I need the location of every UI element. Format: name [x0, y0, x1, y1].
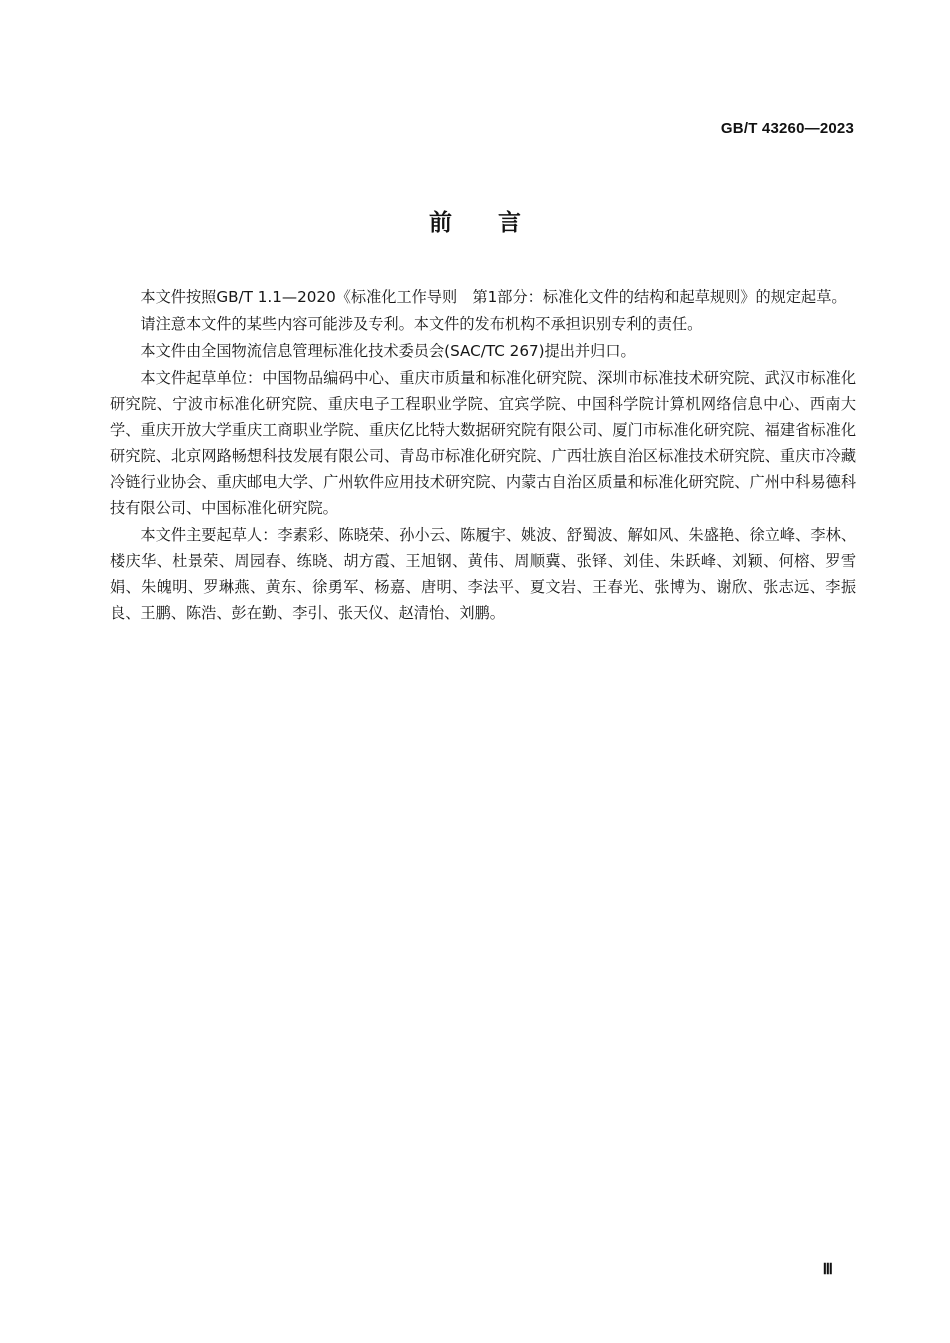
foreword-body [110, 284, 856, 627]
paragraph-drafting-rules: 本文件按照GB/T 1.1—2020《标准化工作导则 第1部分：标准化文件的结构和起草规则》的规定起草。 [140, 288, 847, 306]
paragraph-proposer: 本文件由全国物流信息管理标准化技术委员会(SAC/TC 267)提出并归口。 [140, 342, 636, 360]
page-number: Ⅲ [822, 1262, 833, 1278]
paragraph-drafting-units: 本文件起草单位：中国物品编码中心、重庆市质量和标准化研究院、深圳市标准技术研究院、武汉市标准化研究院、宁波市标准化研究院、重庆电子工程职业学院、宜宾学院、中国科学院计算机网络信息中心、西南大学、重庆开放大学重庆工商职业学院、重庆亿比特大数据研究院有限公司、厦门市标准化研究院、福建省标准化研究院、北京网路畅想科技发展有限公司、青岛市标准化研究院、广西壮族自治区标准技术研究院、重庆市冷藏冷链行业协会、重庆邮电大学、广州软件应用技术研究院、内蒙古自治区质量和标准化研究院、广州中科易德科技有限公司、中国标准化研究院。 [110, 369, 856, 517]
paragraph-patent-notice: 请注意本文件的某些内容可能涉及专利。本文件的发布机构不承担识别专利的责任。 [140, 315, 703, 333]
paragraph-drafters: 本文件主要起草人：李素彩、陈晓荣、孙小云、陈履宇、姚波、舒蜀波、解如风、朱盛艳、徐立峰、李林、楼庆华、杜景荣、周园春、练晓、胡方霞、王旭钢、黄伟、周顺冀、张铎、刘佳、朱跃峰、刘颖、何榕、罗雪娟、朱魄明、罗琳燕、黄东、徐勇军、杨嘉、唐明、李法平、夏文岩、王春光、张博为、谢欣、张志远、李振良、王鹏、陈浩、彭在勤、李引、张天仪、赵清怡、刘鹏。 [110, 526, 856, 622]
page-title: 前言 [429, 210, 567, 236]
standard-number: GB/T 43260—2023 [720, 120, 854, 137]
